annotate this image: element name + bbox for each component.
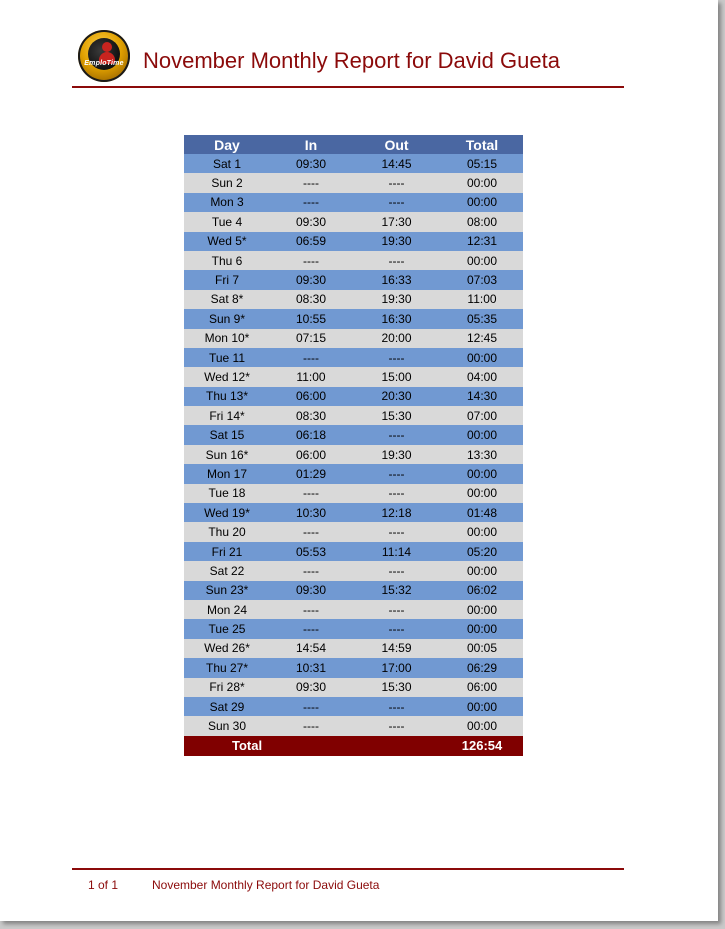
total-cell: 12:45 (441, 329, 523, 348)
total-row (184, 736, 523, 756)
day-cell: Sat 1 (184, 154, 270, 173)
out-cell: ---- (352, 464, 441, 483)
table-row (184, 154, 523, 173)
in-cell: 09:30 (270, 581, 352, 600)
day-cell: Thu 13* (184, 387, 270, 406)
in-cell: ---- (270, 522, 352, 541)
in-cell: 09:30 (270, 678, 352, 697)
total-cell: 06:29 (441, 658, 523, 677)
table-row (184, 619, 523, 638)
table-row (184, 561, 523, 580)
total-cell: 00:00 (441, 522, 523, 541)
footer-page-number: 1 of 1 (88, 878, 119, 892)
out-cell: 15:30 (352, 406, 441, 425)
in-cell: ---- (270, 251, 352, 270)
in-cell: ---- (270, 193, 352, 212)
table-row (184, 581, 523, 600)
in-cell: ---- (270, 348, 352, 367)
total-cell: 00:00 (441, 716, 523, 735)
in-cell: ---- (270, 561, 352, 580)
in-cell: ---- (270, 697, 352, 716)
table-row (184, 387, 523, 406)
table-row (184, 309, 523, 328)
in-cell: 14:54 (270, 639, 352, 658)
day-cell: Wed 26* (184, 639, 270, 658)
day-cell: Thu 6 (184, 251, 270, 270)
table-row (184, 484, 523, 503)
day-cell: Fri 28* (184, 678, 270, 697)
total-cell: 05:20 (441, 542, 523, 561)
day-cell: Thu 20 (184, 522, 270, 541)
table-row (184, 212, 523, 231)
logo-text: EmploTime (84, 60, 124, 67)
out-cell: 12:18 (352, 503, 441, 522)
total-cell: 08:00 (441, 212, 523, 231)
table-row (184, 542, 523, 561)
total-cell: 00:00 (441, 173, 523, 192)
day-cell: Mon 10* (184, 329, 270, 348)
out-cell: ---- (352, 600, 441, 619)
day-cell: Fri 7 (184, 270, 270, 289)
out-cell: ---- (352, 716, 441, 735)
day-cell: Wed 12* (184, 367, 270, 386)
table-row (184, 406, 523, 425)
day-cell: Mon 3 (184, 193, 270, 212)
total-cell: 13:30 (441, 445, 523, 464)
in-cell: 08:30 (270, 290, 352, 309)
in-cell: 10:55 (270, 309, 352, 328)
column-header-out: Out (352, 135, 441, 154)
total-cell: 04:00 (441, 367, 523, 386)
total-cell: 00:00 (441, 619, 523, 638)
day-cell: Wed 5* (184, 232, 270, 251)
day-cell: Tue 18 (184, 484, 270, 503)
out-cell: 14:59 (352, 639, 441, 658)
total-label: Total (184, 736, 441, 756)
out-cell: 17:00 (352, 658, 441, 677)
day-cell: Sat 29 (184, 697, 270, 716)
day-cell: Sat 15 (184, 425, 270, 444)
day-cell: Mon 17 (184, 464, 270, 483)
out-cell: 16:33 (352, 270, 441, 289)
total-cell: 05:35 (441, 309, 523, 328)
in-cell: 01:29 (270, 464, 352, 483)
table-row (184, 251, 523, 270)
total-cell: 00:00 (441, 193, 523, 212)
total-cell: 00:00 (441, 425, 523, 444)
out-cell: 16:30 (352, 309, 441, 328)
out-cell: 19:30 (352, 232, 441, 251)
in-cell: 06:00 (270, 445, 352, 464)
out-cell: ---- (352, 619, 441, 638)
table-row (184, 658, 523, 677)
out-cell: 19:30 (352, 445, 441, 464)
out-cell: 11:14 (352, 542, 441, 561)
total-cell: 05:15 (441, 154, 523, 173)
table-row (184, 522, 523, 541)
in-cell: 10:30 (270, 503, 352, 522)
day-cell: Sat 22 (184, 561, 270, 580)
total-cell: 01:48 (441, 503, 523, 522)
table-row (184, 464, 523, 483)
out-cell: ---- (352, 522, 441, 541)
total-cell: 06:00 (441, 678, 523, 697)
total-cell: 00:00 (441, 251, 523, 270)
day-cell: Sun 2 (184, 173, 270, 192)
table-row (184, 270, 523, 289)
day-cell: Sun 30 (184, 716, 270, 735)
total-cell: 00:00 (441, 464, 523, 483)
day-cell: Tue 25 (184, 619, 270, 638)
out-cell: 20:00 (352, 329, 441, 348)
in-cell: 09:30 (270, 154, 352, 173)
table-row (184, 367, 523, 386)
total-cell: 11:00 (441, 290, 523, 309)
out-cell: ---- (352, 484, 441, 503)
total-cell: 00:00 (441, 348, 523, 367)
out-cell: ---- (352, 425, 441, 444)
table-row (184, 716, 523, 735)
in-cell: 06:59 (270, 232, 352, 251)
out-cell: 20:30 (352, 387, 441, 406)
in-cell: ---- (270, 173, 352, 192)
day-cell: Thu 27* (184, 658, 270, 677)
table-row (184, 678, 523, 697)
total-cell: 00:00 (441, 600, 523, 619)
in-cell: 09:30 (270, 270, 352, 289)
table-row (184, 173, 523, 192)
day-cell: Mon 24 (184, 600, 270, 619)
out-cell: 17:30 (352, 212, 441, 231)
total-value: 126:54 (441, 736, 523, 756)
logo-person-head (102, 42, 112, 52)
footer-divider (72, 868, 624, 870)
in-cell: 07:15 (270, 329, 352, 348)
in-cell: ---- (270, 619, 352, 638)
table-body (184, 154, 523, 736)
day-cell: Sun 23* (184, 581, 270, 600)
total-cell: 12:31 (441, 232, 523, 251)
day-cell: Tue 4 (184, 212, 270, 231)
day-cell: Wed 19* (184, 503, 270, 522)
out-cell: 14:45 (352, 154, 441, 173)
table-row (184, 425, 523, 444)
in-cell: 10:31 (270, 658, 352, 677)
table-row (184, 697, 523, 716)
table-row (184, 445, 523, 464)
in-cell: 06:18 (270, 425, 352, 444)
total-cell: 00:00 (441, 697, 523, 716)
out-cell: ---- (352, 697, 441, 716)
column-header-total: Total (441, 135, 523, 154)
footer-title: November Monthly Report for David Gueta (152, 878, 380, 892)
out-cell: 15:32 (352, 581, 441, 600)
total-cell: 07:03 (441, 270, 523, 289)
day-cell: Sun 16* (184, 445, 270, 464)
out-cell: 15:00 (352, 367, 441, 386)
in-cell: 08:30 (270, 406, 352, 425)
table-row (184, 600, 523, 619)
table-row (184, 348, 523, 367)
total-cell: 06:02 (441, 581, 523, 600)
in-cell: ---- (270, 600, 352, 619)
day-cell: Fri 21 (184, 542, 270, 561)
out-cell: ---- (352, 561, 441, 580)
day-cell: Sun 9* (184, 309, 270, 328)
table-row (184, 290, 523, 309)
header-divider (72, 86, 624, 88)
out-cell: ---- (352, 173, 441, 192)
table-row (184, 329, 523, 348)
table-header-row (184, 135, 523, 154)
report-title: November Monthly Report for David Gueta (143, 48, 560, 73)
total-cell: 00:05 (441, 639, 523, 658)
total-cell: 14:30 (441, 387, 523, 406)
in-cell: ---- (270, 716, 352, 735)
table-row (184, 639, 523, 658)
total-cell: 00:00 (441, 561, 523, 580)
out-cell: ---- (352, 251, 441, 270)
column-header-day: Day (184, 135, 270, 154)
in-cell: 11:00 (270, 367, 352, 386)
total-cell: 07:00 (441, 406, 523, 425)
in-cell: ---- (270, 484, 352, 503)
total-cell: 00:00 (441, 484, 523, 503)
out-cell: ---- (352, 193, 441, 212)
day-cell: Tue 11 (184, 348, 270, 367)
out-cell: 15:30 (352, 678, 441, 697)
table-row (184, 232, 523, 251)
table-row (184, 503, 523, 522)
in-cell: 06:00 (270, 387, 352, 406)
out-cell: ---- (352, 348, 441, 367)
table-row (184, 193, 523, 212)
emplotime-logo (78, 30, 130, 82)
in-cell: 05:53 (270, 542, 352, 561)
in-cell: 09:30 (270, 212, 352, 231)
day-cell: Fri 14* (184, 406, 270, 425)
column-header-in: In (270, 135, 352, 154)
day-cell: Sat 8* (184, 290, 270, 309)
out-cell: 19:30 (352, 290, 441, 309)
timesheet-table (184, 135, 523, 756)
